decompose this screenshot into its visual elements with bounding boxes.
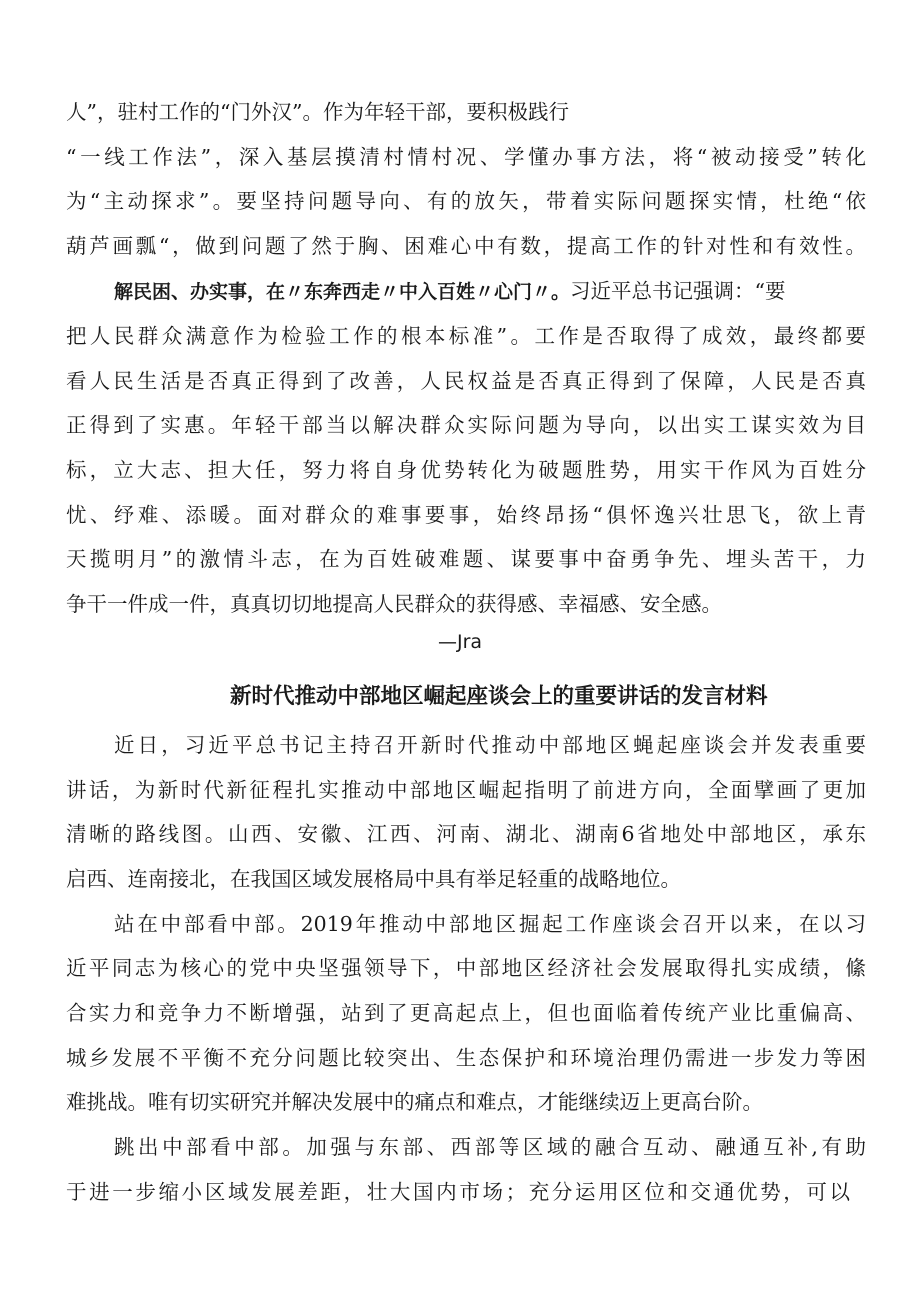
paragraph-line: 正得到了实惠。年轻干部当以解决群众实际问题为导向，以出实工谋实效为目: [66, 413, 866, 437]
paragraph-line: 为“主动探求”。要坚持问题导向、有的放矢，带着实际问题探实情，杜绝“依: [66, 189, 866, 213]
paragraph-line: 城乡发展不平衡不充分问题比较突出、生态保护和环境治理仍需进一步发力等困: [66, 1046, 866, 1070]
paragraph-line: 清晰的路线图。山西、安徽、江西、河南、湖北、湖南6省地处中部地区，承东: [66, 822, 866, 846]
paragraph-line: 跳出中部看中部。加强与东部、西部等区域的融合互动、融通互补,有助: [114, 1135, 866, 1159]
paragraph-line: 天揽明月”的激情斗志，在为百姓破难题、谋要事中奋勇争先、埋头苦干，力: [66, 547, 866, 571]
paragraph-line: 合实力和竞争力不断增强，站到了更高起点上，但也面临着传统产业比重偏高、: [66, 1001, 866, 1025]
paragraph-line: 标，立大志、担大任，努力将自身优势转化为破题胜势，用实干作风为百姓分: [66, 458, 866, 482]
paragraph-line: 讲话，为新时代新征程扎实推动中部地区崛起指明了前进方向，全面擘画了更加: [66, 778, 866, 802]
paragraph-line: 把人民群众满意作为检验工作的根本标准”。工作是否取得了成效，最终都要: [66, 324, 866, 348]
paragraph-line: 忧、纾难、添暖。面对群众的难事要事，始终昂扬“俱怀逸兴壮思飞，欲上青: [66, 503, 866, 527]
section-title: 新时代推动中部地区崛起座谈会上的重要讲话的发言材料: [230, 684, 768, 709]
paragraph-line: 葫芦画瓢“，做到问题了然于胸、困难心中有数，提高工作的针对性和有效性。: [66, 234, 866, 258]
paragraph-line: 启西、连南接北，在我国区域发展格局中具有举足轻重的战略地位。: [66, 867, 681, 891]
paragraph-text: 习近平总书记强调：“要: [570, 279, 786, 303]
paragraph-line: 难挑战。唯有切实研究并解决发展中的痛点和难点，才能继续迈上更高台阶。: [66, 1090, 763, 1114]
paragraph-line: 人”，驻村工作的“门外汉”。作为年轻干部，要积极践行: [66, 100, 569, 124]
paragraph-line: 近日，习近平总书记主持召开新时代推动中部地区蝇起座谈会并发表重要: [114, 733, 866, 757]
paragraph-lead-heading: 解民困、办实事，在〃东奔西走〃中入百姓〃心门〃。: [114, 281, 571, 303]
paragraph-line: 近平同志为核心的党中央坚强领导下，中部地区经济社会发展取得扎实成绩，絛: [66, 956, 866, 980]
signature: —Jra: [438, 631, 483, 653]
paragraph-line: 站在中部看中部。2019年推动中部地区掘起工作座谈会召开以来，在以习: [114, 912, 866, 936]
paragraph-line: 于进一步缩小区域发展差距，壮大国内市场；充分运用区位和交通优势，可以: [66, 1180, 850, 1204]
paragraph-line: 看人民生活是否真正得到了改善，人民权益是否真正得到了保障，人民是否真: [66, 369, 866, 393]
paragraph-line: 争干一件成一件，真真切切地提高人民群众的获得感、幸福感、安全感。: [66, 592, 722, 616]
paragraph-line: [114, 276, 854, 306]
paragraph-line: “一线工作法”，深入基层摸清村情村况、学懂办事方法，将“被动接受”转化: [66, 145, 866, 169]
